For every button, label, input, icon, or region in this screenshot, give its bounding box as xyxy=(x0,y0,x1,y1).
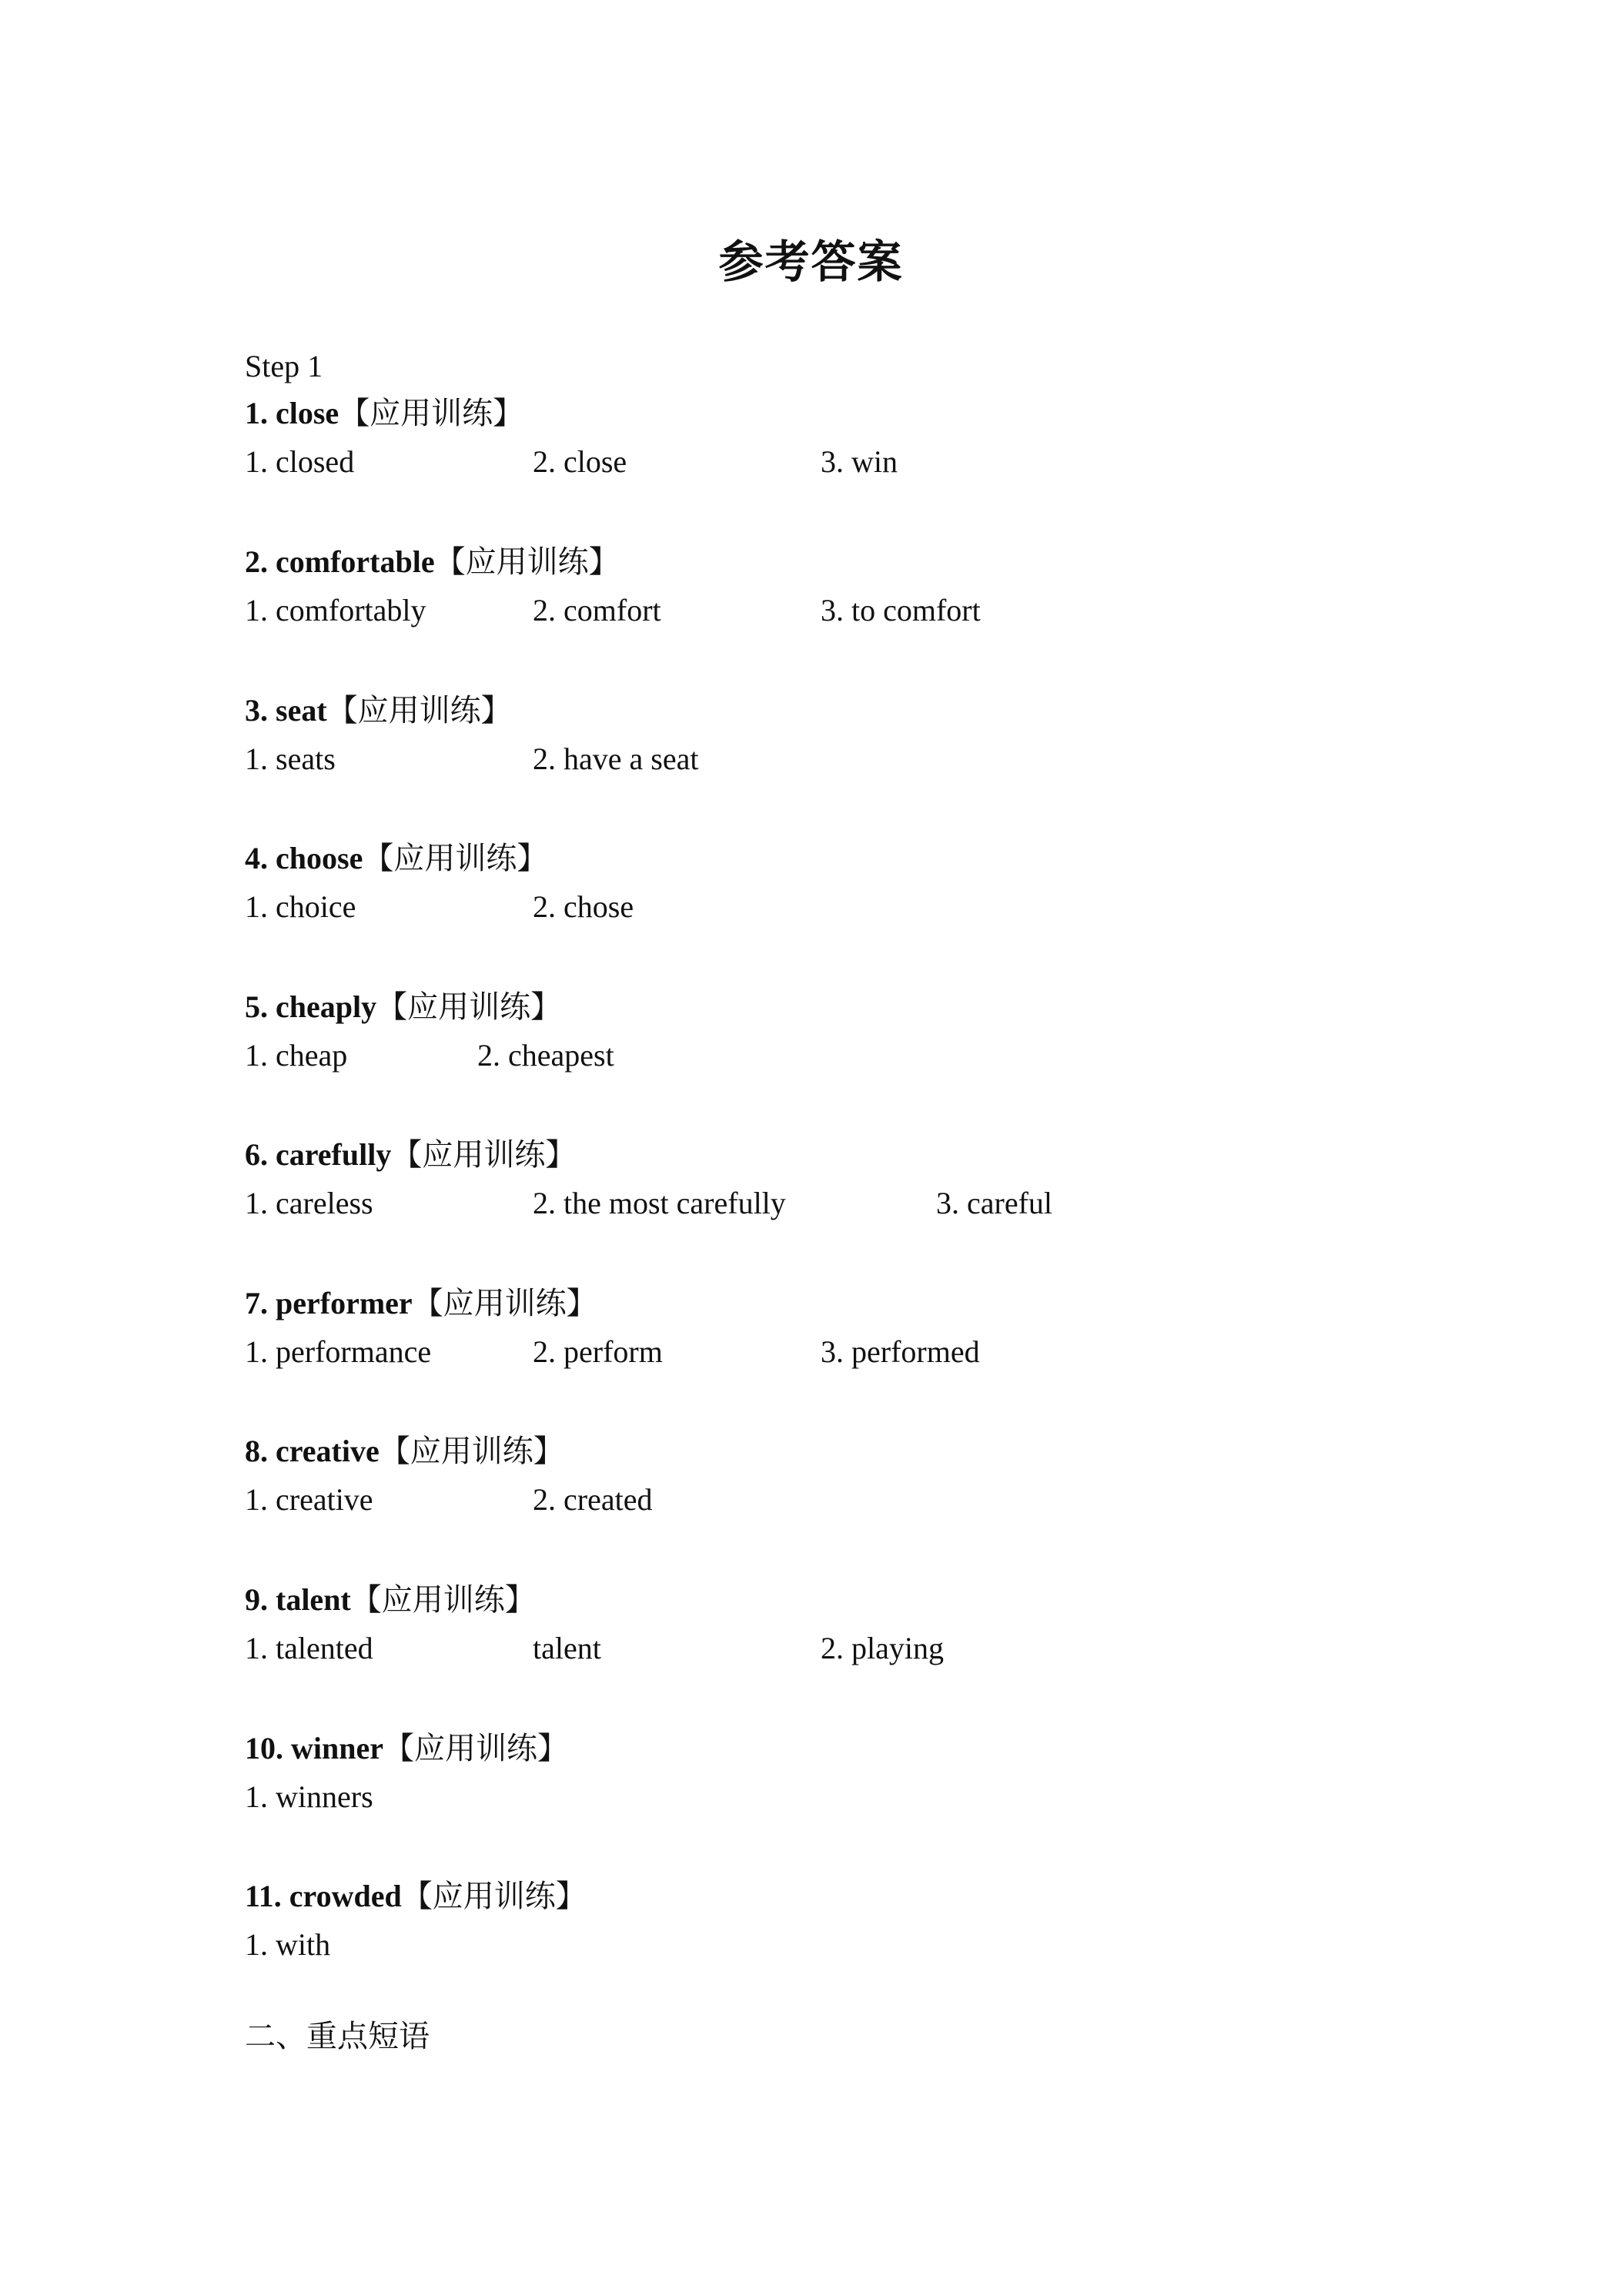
answer-item: 2. cheapest xyxy=(477,1038,614,1073)
answer-item: talent xyxy=(533,1631,601,1665)
section-seat xyxy=(245,685,1477,793)
section-word: winner xyxy=(291,1731,383,1766)
section-talent xyxy=(245,1575,1477,1682)
section-tag: 【应用训练】 xyxy=(391,1137,577,1173)
section-word: close xyxy=(276,396,339,430)
section-heading xyxy=(245,1871,587,1922)
section-tag: 【应用训练】 xyxy=(383,1731,568,1766)
answer-item: 3. win xyxy=(821,444,898,479)
answer-item: 1. choice xyxy=(245,889,356,924)
answer-item: 2. created xyxy=(533,1482,653,1517)
section-heading xyxy=(245,1278,597,1329)
section-heading xyxy=(245,833,547,884)
answer-item: 2. have a seat xyxy=(533,741,699,776)
section-tag: 【应用训练】 xyxy=(401,1879,587,1914)
section-word: crowded xyxy=(289,1879,402,1913)
section-number: 7. xyxy=(245,1286,268,1320)
section-tag: 【应用训练】 xyxy=(412,1286,597,1321)
section-performer xyxy=(245,1278,1477,1386)
section-number: 10. xyxy=(245,1731,283,1766)
section-heading xyxy=(245,982,561,1033)
answer-row xyxy=(245,1922,1477,1968)
answer-row xyxy=(245,1329,1477,1375)
answer-item: 1. talented xyxy=(245,1631,373,1665)
answer-item: 1. careless xyxy=(245,1186,373,1220)
answer-item: 1. winners xyxy=(245,1779,373,1814)
answer-row xyxy=(245,1180,1477,1227)
answer-row xyxy=(245,439,1477,485)
section-number: 9. xyxy=(245,1582,268,1617)
answer-row xyxy=(245,1477,1477,1523)
section-word: cheaply xyxy=(276,989,377,1024)
step-label: Step 1 xyxy=(245,349,323,383)
section-heading xyxy=(245,1426,564,1477)
answer-item: 1. with xyxy=(245,1927,331,1962)
answer-row xyxy=(245,1033,1477,1079)
section-heading xyxy=(245,537,620,587)
section-word: talent xyxy=(276,1582,351,1617)
answer-item: 3. careful xyxy=(936,1186,1053,1220)
section-heading xyxy=(245,1723,568,1774)
answer-item: 1. cheap xyxy=(245,1038,348,1073)
section-word: carefully xyxy=(276,1137,392,1172)
section-comfortable xyxy=(245,537,1477,644)
section-word: seat xyxy=(276,693,327,728)
answer-item: 2. comfort xyxy=(533,593,661,628)
section-number: 6. xyxy=(245,1137,268,1172)
section-subheading: 二、重点短语 xyxy=(245,2019,430,2054)
answer-row xyxy=(245,736,1477,782)
section-tag: 【应用训练】 xyxy=(350,1582,536,1618)
section-creative xyxy=(245,1426,1477,1534)
answer-item: 1. performance xyxy=(245,1334,432,1369)
section-heading xyxy=(245,1575,536,1625)
section-word: choose xyxy=(276,841,363,875)
answer-item: 2. playing xyxy=(821,1631,944,1665)
answer-item: 1. seats xyxy=(245,741,336,776)
page-title: 参考答案 xyxy=(718,236,904,288)
answer-row xyxy=(245,1774,1477,1820)
section-winner xyxy=(245,1723,1477,1831)
section-close xyxy=(245,388,1477,496)
section-heading xyxy=(245,388,523,439)
answer-item: 1. comfortably xyxy=(245,593,426,628)
section-cheaply xyxy=(245,982,1477,1089)
section-number: 11. xyxy=(245,1879,282,1913)
answer-row xyxy=(245,1625,1477,1672)
section-number: 3. xyxy=(245,693,268,728)
section-number: 8. xyxy=(245,1434,268,1468)
section-tag: 【应用训练】 xyxy=(339,396,524,431)
section-crowded xyxy=(245,1871,1477,1979)
section-number: 1. xyxy=(245,396,268,430)
section-word: creative xyxy=(276,1434,380,1468)
answer-item: 1. creative xyxy=(245,1482,373,1517)
section-number: 5. xyxy=(245,989,268,1024)
section-word: comfortable xyxy=(276,544,435,579)
answer-item: 2. chose xyxy=(533,889,634,924)
answer-item: 1. closed xyxy=(245,444,355,479)
section-tag: 【应用训练】 xyxy=(434,544,620,580)
section-carefully xyxy=(245,1130,1477,1237)
section-tag: 【应用训练】 xyxy=(326,693,512,728)
section-number: 2. xyxy=(245,544,268,579)
answer-item: 2. perform xyxy=(533,1334,663,1369)
section-word: performer xyxy=(276,1286,413,1320)
answer-item: 3. performed xyxy=(821,1334,980,1369)
answer-item: 3. to comfort xyxy=(821,593,981,628)
answer-item: 2. the most carefully xyxy=(533,1186,786,1220)
section-heading xyxy=(245,685,512,736)
answer-row xyxy=(245,587,1477,634)
section-heading xyxy=(245,1130,576,1180)
section-tag: 【应用训练】 xyxy=(363,841,548,876)
section-number: 4. xyxy=(245,841,268,875)
section-choose xyxy=(245,833,1477,941)
section-tag: 【应用训练】 xyxy=(379,1434,564,1469)
section-tag: 【应用训练】 xyxy=(376,989,562,1025)
answer-row xyxy=(245,884,1477,930)
answer-item: 2. close xyxy=(533,444,627,479)
